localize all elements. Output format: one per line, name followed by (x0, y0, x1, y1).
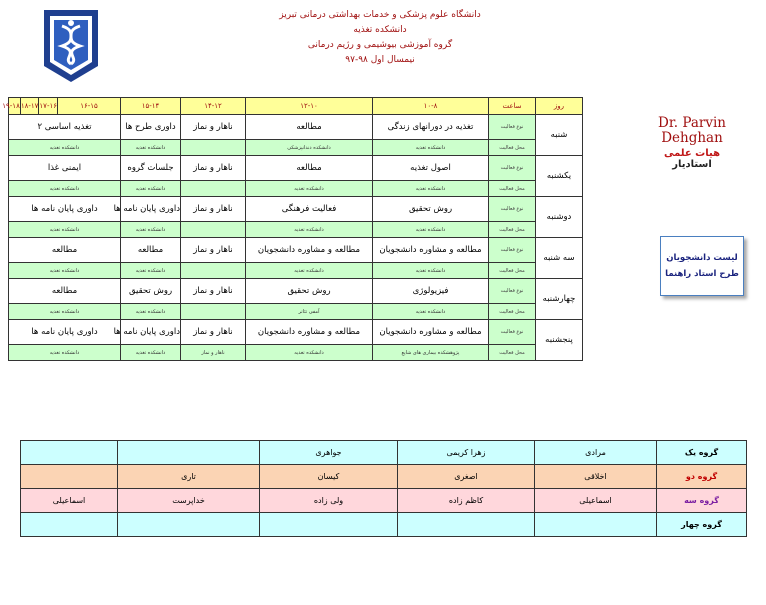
activity-cell: مطالعه و مشاوره دانشجویان (373, 320, 489, 345)
group-label: گروه یک (657, 441, 747, 465)
activity-cell: تغذیه اساسی ۲ (9, 115, 121, 140)
activity-type-label: نوع فعالیت (489, 156, 536, 181)
location-cell: آمفی تئاتر (246, 304, 373, 320)
group-member-cell: کاظم زاده (398, 489, 535, 513)
day-name-cell: شنبه (536, 115, 583, 156)
location-cell: دانشکده تغذیه (121, 345, 181, 361)
location-cell: دانشکده تغذیه (9, 263, 121, 279)
activity-location-label: محل فعالیت (489, 140, 536, 156)
slot-header: ۱۶-۱۵ (58, 98, 121, 115)
activity-location-label: محل فعالیت (489, 345, 536, 361)
location-cell: دانشکده تغذیه (246, 222, 373, 238)
group-member-cell (398, 513, 535, 537)
location-cell: دانشکده تغذیه (121, 181, 181, 197)
slot-header: ۱۸-۱۷ (20, 98, 39, 114)
group-label: گروه چهار (657, 513, 747, 537)
day-column-header: روز (536, 98, 583, 115)
group-member-cell: اخلاقی (535, 465, 657, 489)
location-cell: دانشکده تغذیه (9, 304, 121, 320)
student-group-row (21, 513, 747, 537)
activity-cell: داوری پایان نامه ها (9, 320, 121, 345)
location-cell: دانشکده تغذیه (9, 222, 121, 238)
location-cell: دانشکده تغذیه (373, 304, 489, 320)
activity-cell: مطالعه (9, 279, 121, 304)
location-cell: دانشکده تغذیه (121, 263, 181, 279)
location-cell: دانشکده تغذیه (121, 222, 181, 238)
activity-cell: ناهار و نماز (181, 320, 246, 345)
semester: نیمسال اول ۹۸-۹۷ (345, 55, 415, 65)
student-list-box[interactable] (660, 236, 744, 296)
student-group-row (21, 465, 747, 489)
activity-cell: فعالیت فرهنگی (246, 197, 373, 222)
day-name-cell: پنجشنبه (536, 320, 583, 361)
location-cell: دانشکده تغذیه (121, 140, 181, 156)
group-member-cell: مرادی (535, 441, 657, 465)
group-member-cell: کیسان (260, 465, 398, 489)
activity-cell: داوری پایان نامه ها (9, 197, 121, 222)
activity-cell: مطالعه (246, 115, 373, 140)
time-column-header: ساعت (489, 98, 536, 115)
location-cell: دانشکده تغذیه (121, 304, 181, 320)
location-cell (181, 263, 246, 279)
activity-cell: فیزیولوژی (373, 279, 489, 304)
slot-header: ۱۷-۱۶ (38, 98, 57, 114)
location-cell (181, 304, 246, 320)
activity-location-label: محل فعالیت (489, 222, 536, 238)
activity-cell: روش تحقیق (373, 197, 489, 222)
activity-cell: اصول تغذیه (373, 156, 489, 181)
department-name: گروه آموزشی بیوشیمی و رژیم درمانی (307, 40, 453, 50)
location-cell: پژوهشکده بیماری های شایع (373, 345, 489, 361)
schedule-location-row (9, 140, 583, 156)
schedule-location-row (9, 222, 583, 238)
activity-type-label: نوع فعالیت (489, 197, 536, 222)
group-member-cell: زهرا کریمی (398, 441, 535, 465)
group-member-cell (118, 513, 260, 537)
university-logo (40, 4, 102, 84)
day-name-cell: چهارشنبه (536, 279, 583, 320)
university-name: دانشگاه علوم پزشکی و خدمات بهداشتی درمانی تبریز (279, 10, 481, 20)
schedule-activity-row (9, 197, 583, 222)
group-member-cell (21, 513, 118, 537)
schedule-activity-row (9, 320, 583, 345)
activity-type-label: نوع فعالیت (489, 115, 536, 140)
student-group-row (21, 441, 747, 465)
student-list-subtitle: طرح استاد راهنما (665, 269, 739, 279)
schedule-location-row (9, 345, 583, 361)
slot-header: ۱۲-۱۰ (246, 98, 373, 115)
schedule-header-row (9, 98, 583, 115)
document-header (220, 8, 540, 68)
activity-cell: روش تحقیق (246, 279, 373, 304)
location-cell: دانشکده تغذیه (9, 181, 121, 197)
group-member-cell: خداپرست (118, 489, 260, 513)
group-label: گروه سه (657, 489, 747, 513)
group-member-cell (21, 465, 118, 489)
faculty-name: دانشکده تغذیه (353, 25, 407, 35)
activity-cell: داوری پایان نامه ها (121, 197, 181, 222)
slot-header: ۱۴-۱۲ (181, 98, 246, 115)
location-cell: دانشکده تغذیه (373, 181, 489, 197)
group-member-cell: تاری (118, 465, 260, 489)
location-cell (181, 181, 246, 197)
location-cell: دانشکده تغذیه (246, 263, 373, 279)
schedule-activity-row (9, 238, 583, 263)
activity-cell: ایمنی غذا (9, 156, 121, 181)
activity-cell: مطالعه و مشاوره دانشجویان (246, 320, 373, 345)
schedule-location-row (9, 304, 583, 320)
activity-location-label: محل فعالیت (489, 181, 536, 197)
activity-cell: ناهار و نماز (181, 115, 246, 140)
group-member-cell (535, 513, 657, 537)
activity-location-label: محل فعالیت (489, 263, 536, 279)
location-cell (181, 222, 246, 238)
activity-type-label: نوع فعالیت (489, 279, 536, 304)
activity-cell: مطالعه و مشاوره دانشجویان (246, 238, 373, 263)
group-member-cell (118, 441, 260, 465)
activity-cell: ناهار و نماز (181, 238, 246, 263)
schedule-activity-row (9, 279, 583, 304)
slot-header: ۱۰-۸ (373, 98, 489, 115)
group-label: گروه دو (657, 465, 747, 489)
group-member-cell: اصغری (398, 465, 535, 489)
location-cell: دانشکده تغذیه (373, 222, 489, 238)
location-cell: دانشکده تغذیه (246, 345, 373, 361)
activity-location-label: محل فعالیت (489, 304, 536, 320)
activity-cell: ناهار و نماز (181, 279, 246, 304)
location-cell (181, 140, 246, 156)
professor-first-name: Dr. Parvin (658, 115, 726, 131)
activity-cell: داوری پایان نامه ها (121, 320, 181, 345)
weekly-schedule-table (2, 97, 583, 361)
student-list-title: لیست دانشجویان (666, 253, 738, 263)
location-cell: دانشکده تغذیه (373, 140, 489, 156)
schedule-location-row (9, 263, 583, 279)
day-name-cell: سه شنبه (536, 238, 583, 279)
activity-type-label: نوع فعالیت (489, 320, 536, 345)
schedule-activity-row (9, 156, 583, 181)
group-member-cell: ولی زاده (260, 489, 398, 513)
group-member-cell (21, 441, 118, 465)
group-member-cell (260, 513, 398, 537)
activity-cell: ناهار و نماز (181, 156, 246, 181)
activity-cell: مطالعه (246, 156, 373, 181)
activity-cell: روش تحقیق (121, 279, 181, 304)
location-cell: دانشکده تغذیه (373, 263, 489, 279)
professor-faculty-title: هیات علمی (663, 148, 721, 159)
slot-header: ۱۵-۱۴ (121, 98, 181, 115)
location-cell: ناهار و نماز (181, 345, 246, 361)
activity-cell: جلسات گروه (121, 156, 181, 181)
activity-cell: داوری طرح ها (121, 115, 181, 140)
professor-rank: استادیار (672, 159, 712, 170)
group-member-cell: جواهری (260, 441, 398, 465)
activity-cell: مطالعه (121, 238, 181, 263)
professor-last-name: Dehghan (661, 130, 723, 146)
location-cell: دانشکده تغذیه (9, 345, 121, 361)
student-groups-table (20, 440, 747, 537)
activity-cell: مطالعه و مشاوره دانشجویان (373, 238, 489, 263)
location-cell: دانشکده تغذیه (246, 181, 373, 197)
group-member-cell: اسماعیلی (535, 489, 657, 513)
activity-cell: ناهار و نماز (181, 197, 246, 222)
slot-header-merged (2, 98, 58, 115)
student-group-row (21, 489, 747, 513)
professor-card (648, 116, 736, 170)
day-name-cell: یکشنبه (536, 156, 583, 197)
location-cell: دانشکده دندانپزشکی (246, 140, 373, 156)
location-cell: دانشکده تغذیه (9, 140, 121, 156)
schedule-activity-row (9, 115, 583, 140)
activity-cell: مطالعه (9, 238, 121, 263)
slot-header: ۱۹-۱۸ (2, 102, 20, 110)
group-member-cell: اسماعیلی (21, 489, 118, 513)
day-name-cell: دوشنبه (536, 197, 583, 238)
activity-cell: تغذیه در دورانهای زندگی (373, 115, 489, 140)
schedule-location-row (9, 181, 583, 197)
activity-type-label: نوع فعالیت (489, 238, 536, 263)
